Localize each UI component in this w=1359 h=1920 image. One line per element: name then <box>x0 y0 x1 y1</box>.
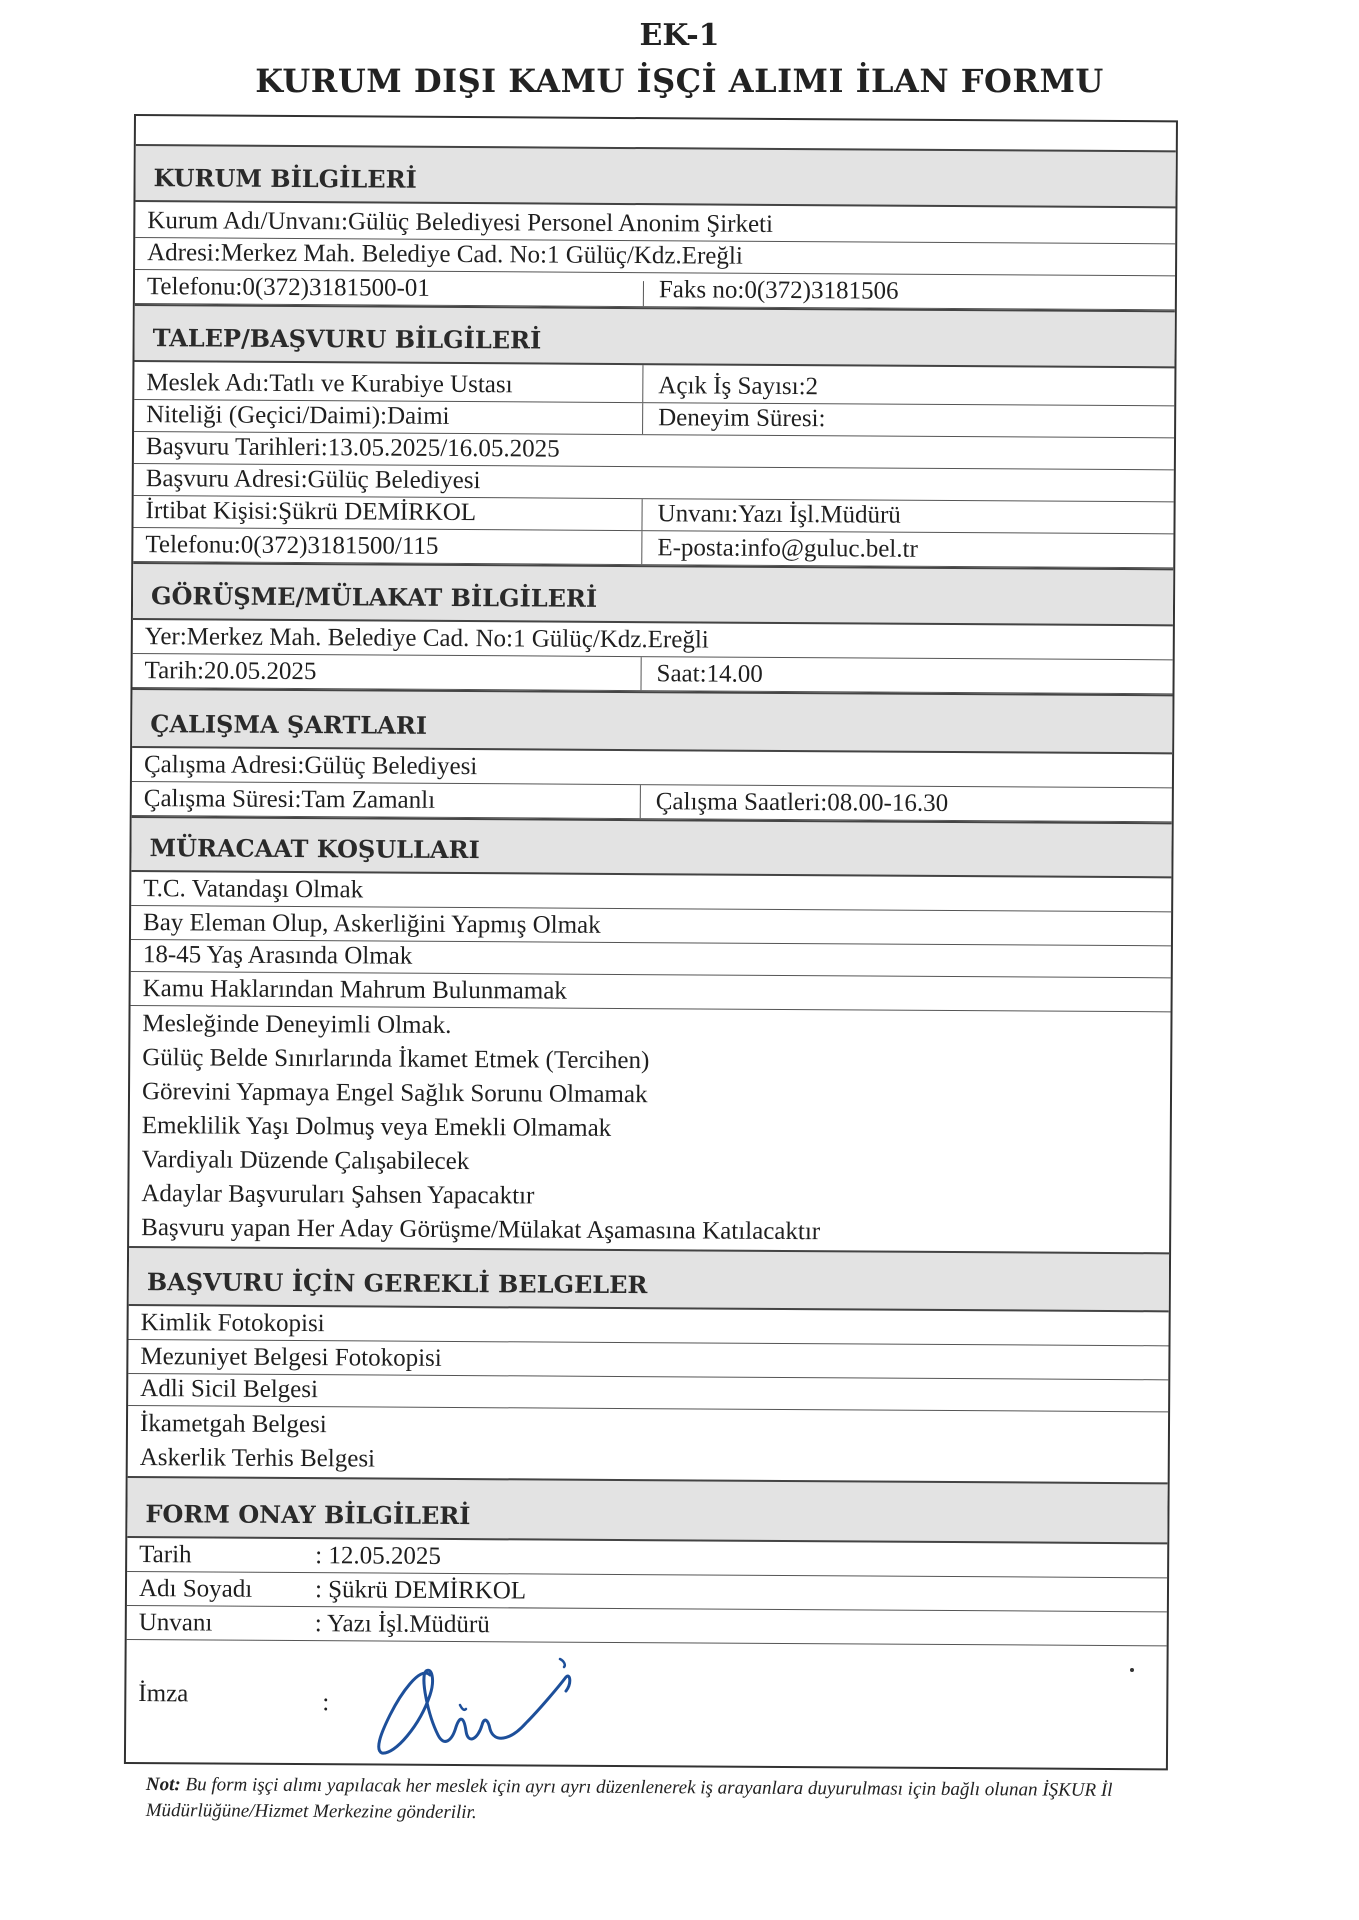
belge-item-text: Kimlik Fotokopisi <box>140 1309 325 1338</box>
section-gorusme <box>133 562 1173 626</box>
section-title: BAŞVURU İÇİN GEREKLİ BELGELER <box>146 1267 648 1300</box>
section-belgeler <box>129 1246 1169 1312</box>
muracaat-item-text: T.C. Vatandaşı Olmak <box>143 875 364 904</box>
application-form <box>124 114 1178 1770</box>
onay-unvan-value: : Yazı İşl.Müdürü <box>314 1610 490 1639</box>
nitelik: Niteliği (Geçici/Daimi):Daimi <box>146 401 450 430</box>
section-calisma <box>132 688 1172 754</box>
kurum-adi: Kurum Adı/Unvanı:Gülüç Belediyesi Personel Anonim Şirketi <box>147 207 774 238</box>
irtibat-kisisi: İrtibat Kişisi:Şükrü DEMİRKOL <box>145 497 477 527</box>
onay-tarih-value: : 12.05.2025 <box>315 1542 441 1570</box>
column-divider <box>643 281 644 306</box>
muracaat-item-text: Görevini Yapmaya Engel Sağlık Sorunu Olmamak <box>141 1078 648 1109</box>
muracaat-item-text: 18-45 Yaş Arasında Olmak <box>142 941 413 970</box>
section-kurum <box>135 144 1175 208</box>
gorusme-saat: Saat:14.00 <box>656 660 763 688</box>
section-title: MÜRACAAT KOŞULLARI <box>149 833 480 865</box>
calisma-adresi: Çalışma Adresi:Gülüç Belediyesi <box>143 751 478 781</box>
section-talep <box>134 304 1174 368</box>
talep-eposta: E-posta:info@guluc.bel.tr <box>657 534 918 563</box>
column-divider <box>640 785 641 818</box>
column-divider <box>642 403 643 434</box>
column-divider <box>640 657 641 690</box>
belge-item-text: Adli Sicil Belgesi <box>140 1375 319 1404</box>
form-code: EK-1 <box>639 18 720 53</box>
note-text: Bu form işçi alımı yapılacak her meslek için ayrı ayrı düzenlenerek iş arayanlara duyurulması için bağlı olunan İŞKUR İl Müdürlüğüne/Hizmet Merkezine gönderilir. <box>145 1774 1113 1824</box>
onay-imza-row <box>126 1640 1167 1736</box>
onay-imza-label: İmza <box>138 1680 189 1708</box>
section-title: TALEP/BAŞVURU BİLGİLERİ <box>152 323 542 355</box>
column-divider <box>642 365 643 402</box>
basvuru-adresi: Başvuru Adresi:Gülüç Belediyesi <box>145 465 481 495</box>
muracaat-item-text: Adaylar Başvuruları Şahsen Yapacaktır <box>141 1180 535 1210</box>
onay-imza-value: : <box>322 1689 330 1717</box>
footnote <box>146 1772 1186 1830</box>
onay-unvan-label: Unvanı <box>138 1609 213 1637</box>
muracaat-item-text: Kamu Haklarından Mahrum Bulunmamak <box>142 975 567 1005</box>
section-title: KURUM BİLGİLERİ <box>153 163 417 194</box>
signature-image <box>360 1655 620 1770</box>
section-title: ÇALIŞMA ŞARTLARI <box>150 709 428 740</box>
section-title: FORM ONAY BİLGİLERİ <box>145 1499 471 1531</box>
form-title: KURUM DIŞI KAMU İŞÇİ ALIMI İLAN FORMU <box>255 62 1104 100</box>
onay-adsoyad-label: Adı Soyadı <box>138 1575 253 1603</box>
scan-speck <box>1130 1668 1134 1672</box>
section-title: GÖRÜŞME/MÜLAKAT BİLGİLERİ <box>150 581 598 613</box>
belge-item-text: İkametgah Belgesi <box>139 1410 327 1439</box>
note-prefix: Not: <box>145 1774 181 1796</box>
talep-telefon: Telefonu:0(372)3181500/115 <box>145 531 439 560</box>
muracaat-item-text: Mesleğinde Deneyimli Olmak. <box>142 1010 452 1039</box>
calisma-suresi: Çalışma Süresi:Tam Zamanlı <box>143 785 436 814</box>
kurum-adres: Adresi:Merkez Mah. Belediye Cad. No:1 Gülüç/Kdz.Ereğli <box>147 239 743 270</box>
deneyim-suresi: Deneyim Süresi: <box>658 404 826 433</box>
acik-is-sayisi: Açık İş Sayısı:2 <box>658 372 819 401</box>
onay-tarih-label: Tarih <box>139 1541 192 1569</box>
kurum-telefon: Telefonu:0(372)3181500-01 <box>146 273 430 302</box>
meslek-adi: Meslek Adı:Tatlı ve Kurabiye Ustası <box>146 369 513 399</box>
kurum-faks: Faks no:0(372)3181506 <box>658 276 899 305</box>
calisma-saatleri: Çalışma Saatleri:08.00-16.30 <box>655 788 949 817</box>
basvuru-tarihleri: Başvuru Tarihleri:13.05.2025/16.05.2025 <box>145 433 560 463</box>
muracaat-item-text: Vardiyalı Düzende Çalışabilecek <box>141 1146 470 1176</box>
section-muracaat <box>131 816 1171 878</box>
column-divider <box>641 499 642 530</box>
section-onay <box>127 1476 1167 1544</box>
muracaat-item <box>129 1210 1169 1250</box>
muracaat-item-text: Emeklilik Yaşı Dolmuş veya Emekli Olmamak <box>141 1112 612 1142</box>
belge-item-text: Mezuniyet Belgesi Fotokopisi <box>140 1343 442 1372</box>
gorusme-yer: Yer:Merkez Mah. Belediye Cad. No:1 Gülüç/Kdz.Ereğli <box>144 623 709 654</box>
gorusme-tarih: Tarih:20.05.2025 <box>144 657 317 686</box>
onay-adsoyad-value: : Şükrü DEMİRKOL <box>314 1576 527 1605</box>
muracaat-item-text: Başvuru yapan Her Aday Görüşme/Mülakat Aşamasına Katılacaktır <box>141 1214 821 1246</box>
belge-item <box>128 1440 1168 1480</box>
muracaat-item-text: Gülüç Belde Sınırlarında İkamet Etmek (Tercihen) <box>142 1044 650 1075</box>
irtibat-unvan: Unvanı:Yazı İşl.Müdürü <box>657 500 901 529</box>
muracaat-item-text: Bay Eleman Olup, Askerliğini Yapmış Olmak <box>142 909 601 939</box>
belge-item-text: Askerlik Terhis Belgesi <box>139 1444 376 1473</box>
column-divider <box>641 531 642 564</box>
meslek-row <box>134 362 1174 406</box>
